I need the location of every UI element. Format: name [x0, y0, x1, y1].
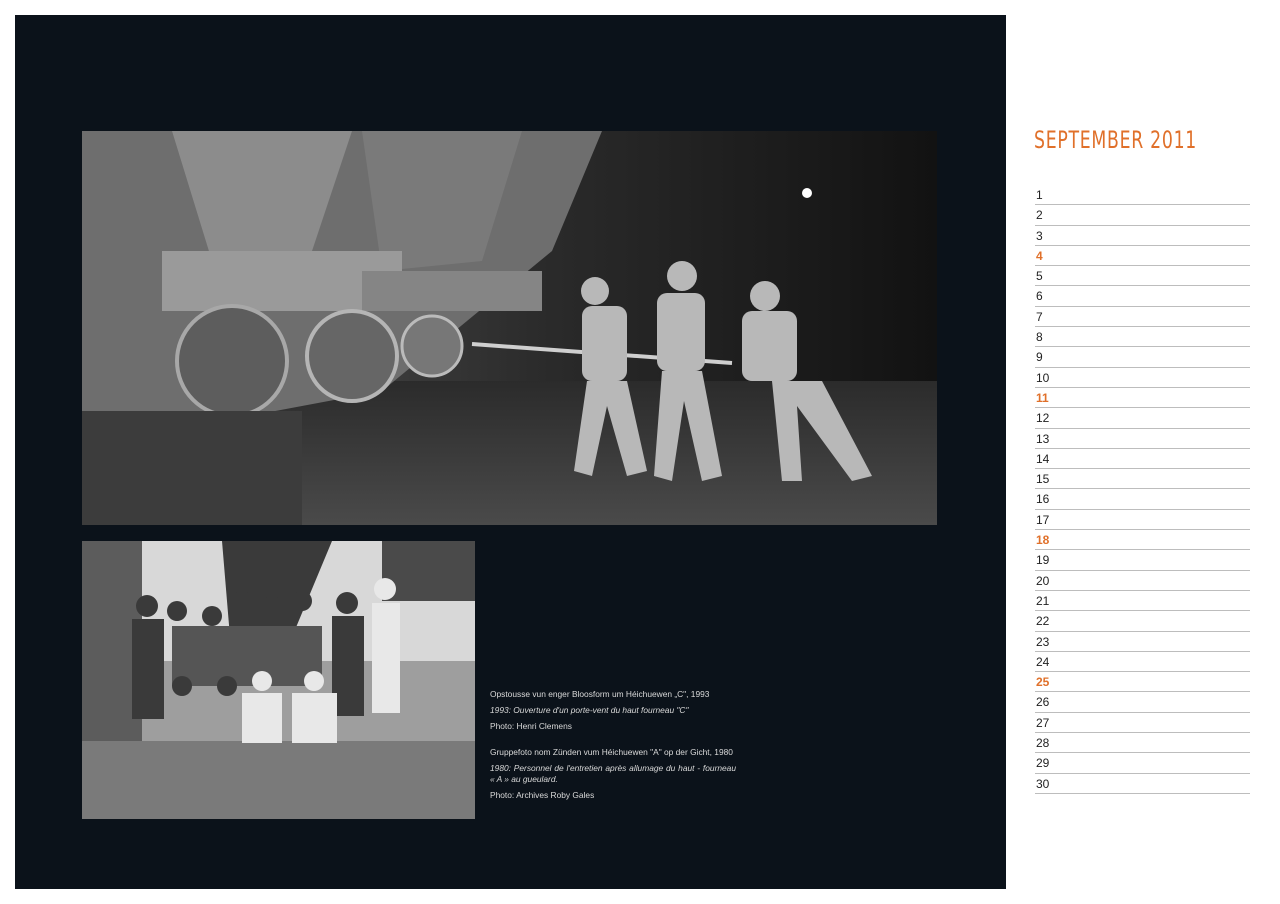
day-row: 20: [1035, 571, 1250, 591]
day-row: 4: [1035, 246, 1250, 266]
day-row: 7: [1035, 307, 1250, 327]
day-row: 5: [1035, 266, 1250, 286]
day-row: 26: [1035, 692, 1250, 712]
day-row: 21: [1035, 591, 1250, 611]
day-row: 22: [1035, 611, 1250, 631]
day-row: 13: [1035, 429, 1250, 449]
day-row: 24: [1035, 652, 1250, 672]
day-row: 2: [1035, 205, 1250, 225]
day-row: 30: [1035, 774, 1250, 794]
photo-captions: [490, 689, 736, 806]
group-photo: [82, 541, 475, 819]
day-row: 6: [1035, 286, 1250, 306]
day-row: 25: [1035, 672, 1250, 692]
caption-photo2-lu: Gruppefoto nom Zünden vum Héichuewen "A" op der Gicht, 1980: [490, 747, 733, 757]
day-row: 28: [1035, 733, 1250, 753]
day-row: 29: [1035, 753, 1250, 773]
month-title: SEPTEMBER 2011: [1034, 126, 1198, 154]
caption-photo1-credit: Photo: Henri Clemens: [490, 721, 572, 731]
day-row: 18: [1035, 530, 1250, 550]
day-row: 1: [1035, 185, 1250, 205]
caption-photo2-credit: Photo: Archives Roby Gales: [490, 790, 595, 800]
day-row: 14: [1035, 449, 1250, 469]
day-row: 27: [1035, 713, 1250, 733]
caption-photo1-fr: 1993: Ouverture d'un porte-vent du haut fourneau "C": [490, 705, 689, 715]
caption-photo1-lu: Opstousse vun enger Bloosform um Héichuewen „C", 1993: [490, 689, 710, 699]
day-row: 19: [1035, 550, 1250, 570]
day-row: 9: [1035, 347, 1250, 367]
day-row: 17: [1035, 510, 1250, 530]
day-row: 10: [1035, 368, 1250, 388]
day-row: 23: [1035, 632, 1250, 652]
day-row: 11: [1035, 388, 1250, 408]
day-row: 15: [1035, 469, 1250, 489]
day-row: 8: [1035, 327, 1250, 347]
caption-photo2-fr: 1980: Personnel de l'entretien après allumage du haut - fourneau « A » au gueulard.: [490, 763, 736, 784]
day-row: 3: [1035, 226, 1250, 246]
day-row: 12: [1035, 408, 1250, 428]
blast-furnace-workers-photo: [82, 131, 937, 525]
day-list: [1035, 185, 1250, 794]
day-row: 16: [1035, 489, 1250, 509]
